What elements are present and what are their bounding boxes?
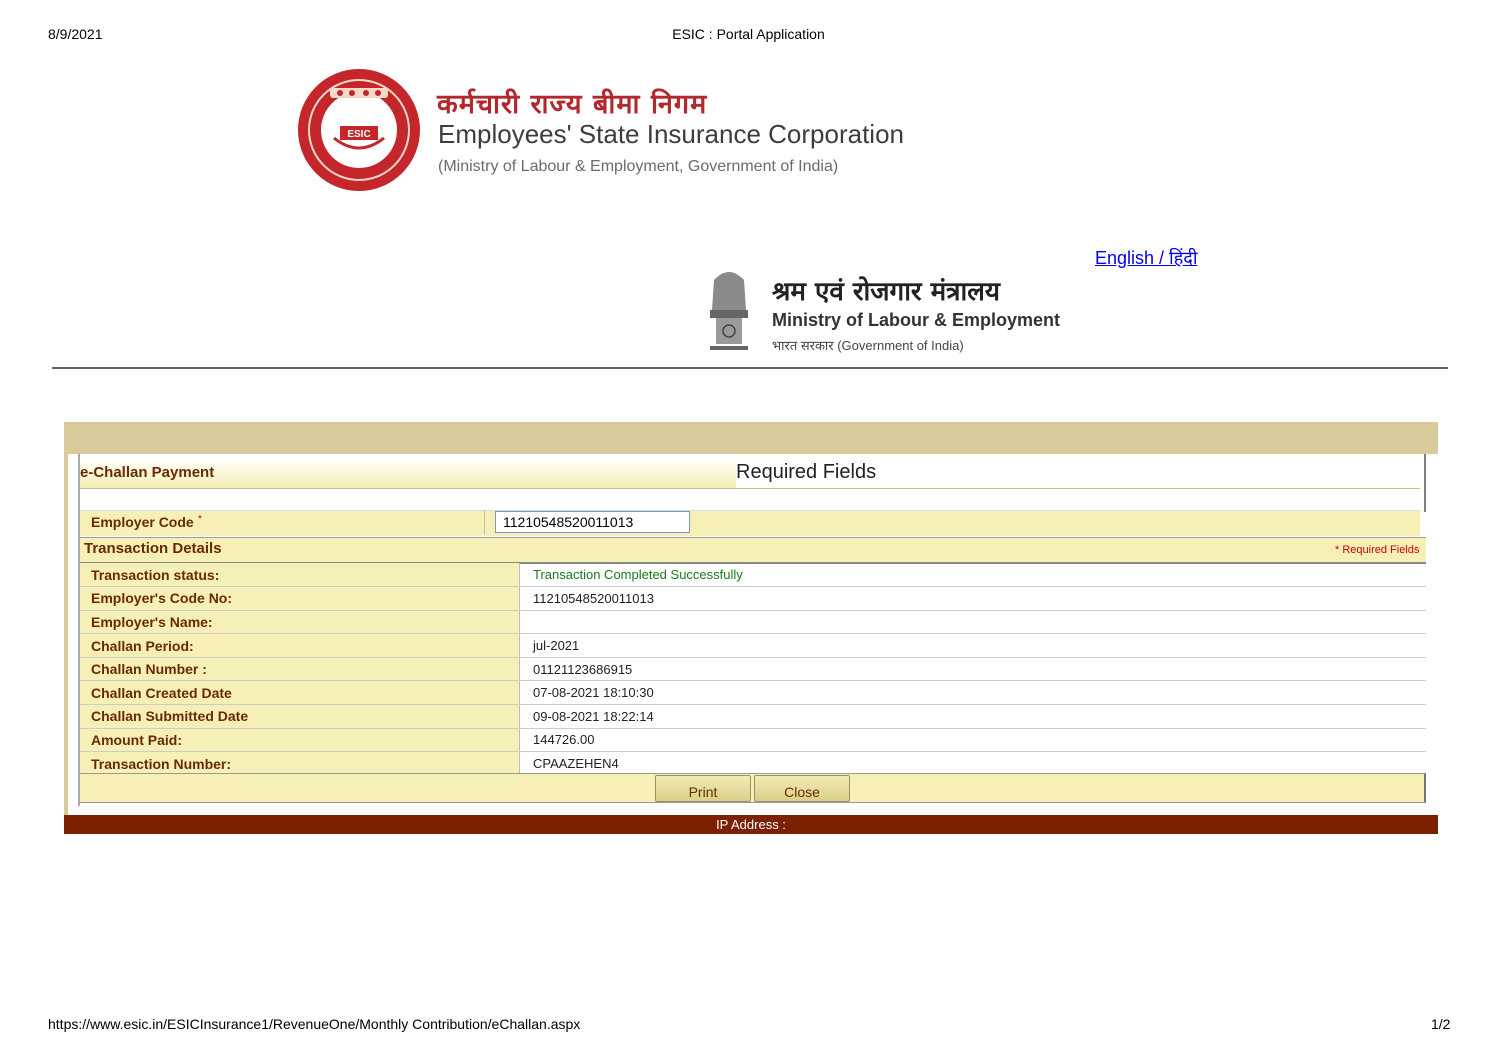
row-label: Amount Paid: [80, 728, 520, 752]
row-label: Transaction Number: [80, 752, 520, 776]
required-fields-note: * Required Fields [1335, 544, 1420, 556]
row-value: 09-08-2021 18:22:14 [520, 705, 1427, 729]
employer-code-label: Employer Code [91, 514, 194, 530]
employer-code-row [80, 510, 1420, 536]
panel-left-border [64, 454, 68, 834]
esic-english-name: Employees' State Insurance Corporation [438, 119, 904, 149]
close-button[interactable]: Close [754, 775, 850, 802]
print-button[interactable]: Print [655, 775, 751, 802]
esic-logo [296, 68, 422, 192]
language-switcher [1095, 246, 1198, 270]
print-page-number: 1/2 [1431, 1016, 1451, 1032]
table-row [80, 705, 1426, 729]
row-label: Transaction status: [80, 563, 520, 587]
row-value [520, 610, 1427, 634]
table-row [80, 728, 1426, 752]
row-value: 11210548520011013 [520, 587, 1427, 611]
row-value: Transaction Completed Successfully [520, 563, 1427, 587]
table-row [80, 657, 1426, 681]
table-row [80, 634, 1426, 658]
required-star: * [198, 514, 202, 525]
row-value: jul-2021 [520, 634, 1427, 658]
print-date: 8/9/2021 [48, 26, 103, 42]
table-row [80, 610, 1426, 634]
employer-code-input[interactable] [495, 511, 690, 533]
row-value: 07-08-2021 18:10:30 [520, 681, 1427, 705]
table-row [80, 563, 1426, 587]
row-label: Challan Created Date [80, 681, 520, 705]
transaction-details-bar [80, 537, 1426, 564]
ministry-government-line: भारत सरकार (Government of India) [772, 338, 964, 353]
header-divider [52, 367, 1448, 369]
employer-code-separator [484, 510, 485, 535]
print-url: https://www.esic.in/ESICInsurance1/RevenueOne/Monthly Contribution/eChallan.aspx [48, 1016, 581, 1032]
row-value: 01121123686915 [520, 657, 1427, 681]
national-emblem-icon [700, 262, 758, 362]
transaction-details-table [80, 563, 1426, 776]
table-row [80, 587, 1426, 611]
language-english-link[interactable]: English / [1095, 248, 1170, 268]
row-label: Challan Number : [80, 657, 520, 681]
language-hindi-link[interactable]: हिंदी [1169, 248, 1198, 268]
button-row [80, 773, 1426, 803]
esic-ministry-line: (Ministry of Labour & Employment, Government of India) [438, 158, 839, 175]
row-value: 144726.00 [520, 728, 1427, 752]
svg-text:ESIC: ESIC [347, 129, 371, 140]
echallan-title: e-Challan Payment [80, 458, 736, 488]
ministry-hindi-name: श्रम एवं रोजगार मंत्रालय [772, 277, 1000, 307]
ip-address-bar: IP Address : [64, 815, 1438, 834]
table-row [80, 752, 1426, 776]
print-title: ESIC : Portal Application [672, 26, 825, 42]
panel-right-border [1424, 454, 1426, 512]
table-row [80, 681, 1426, 705]
row-label: Employer's Name: [80, 610, 520, 634]
row-label: Employer's Code No: [80, 587, 520, 611]
row-label: Challan Submitted Date [80, 705, 520, 729]
required-fields-heading: Required Fields [736, 461, 877, 483]
title-underline [80, 488, 1420, 489]
row-value: CPAAZEHEN4 [520, 752, 1427, 776]
panel-header-bar [64, 422, 1438, 454]
row-label: Challan Period: [80, 634, 520, 658]
esic-hindi-name: कर्मचारी राज्य बीमा निगम [437, 89, 708, 120]
ministry-english-name: Ministry of Labour & Employment [772, 310, 1061, 330]
transaction-details-title: Transaction Details [84, 540, 222, 557]
